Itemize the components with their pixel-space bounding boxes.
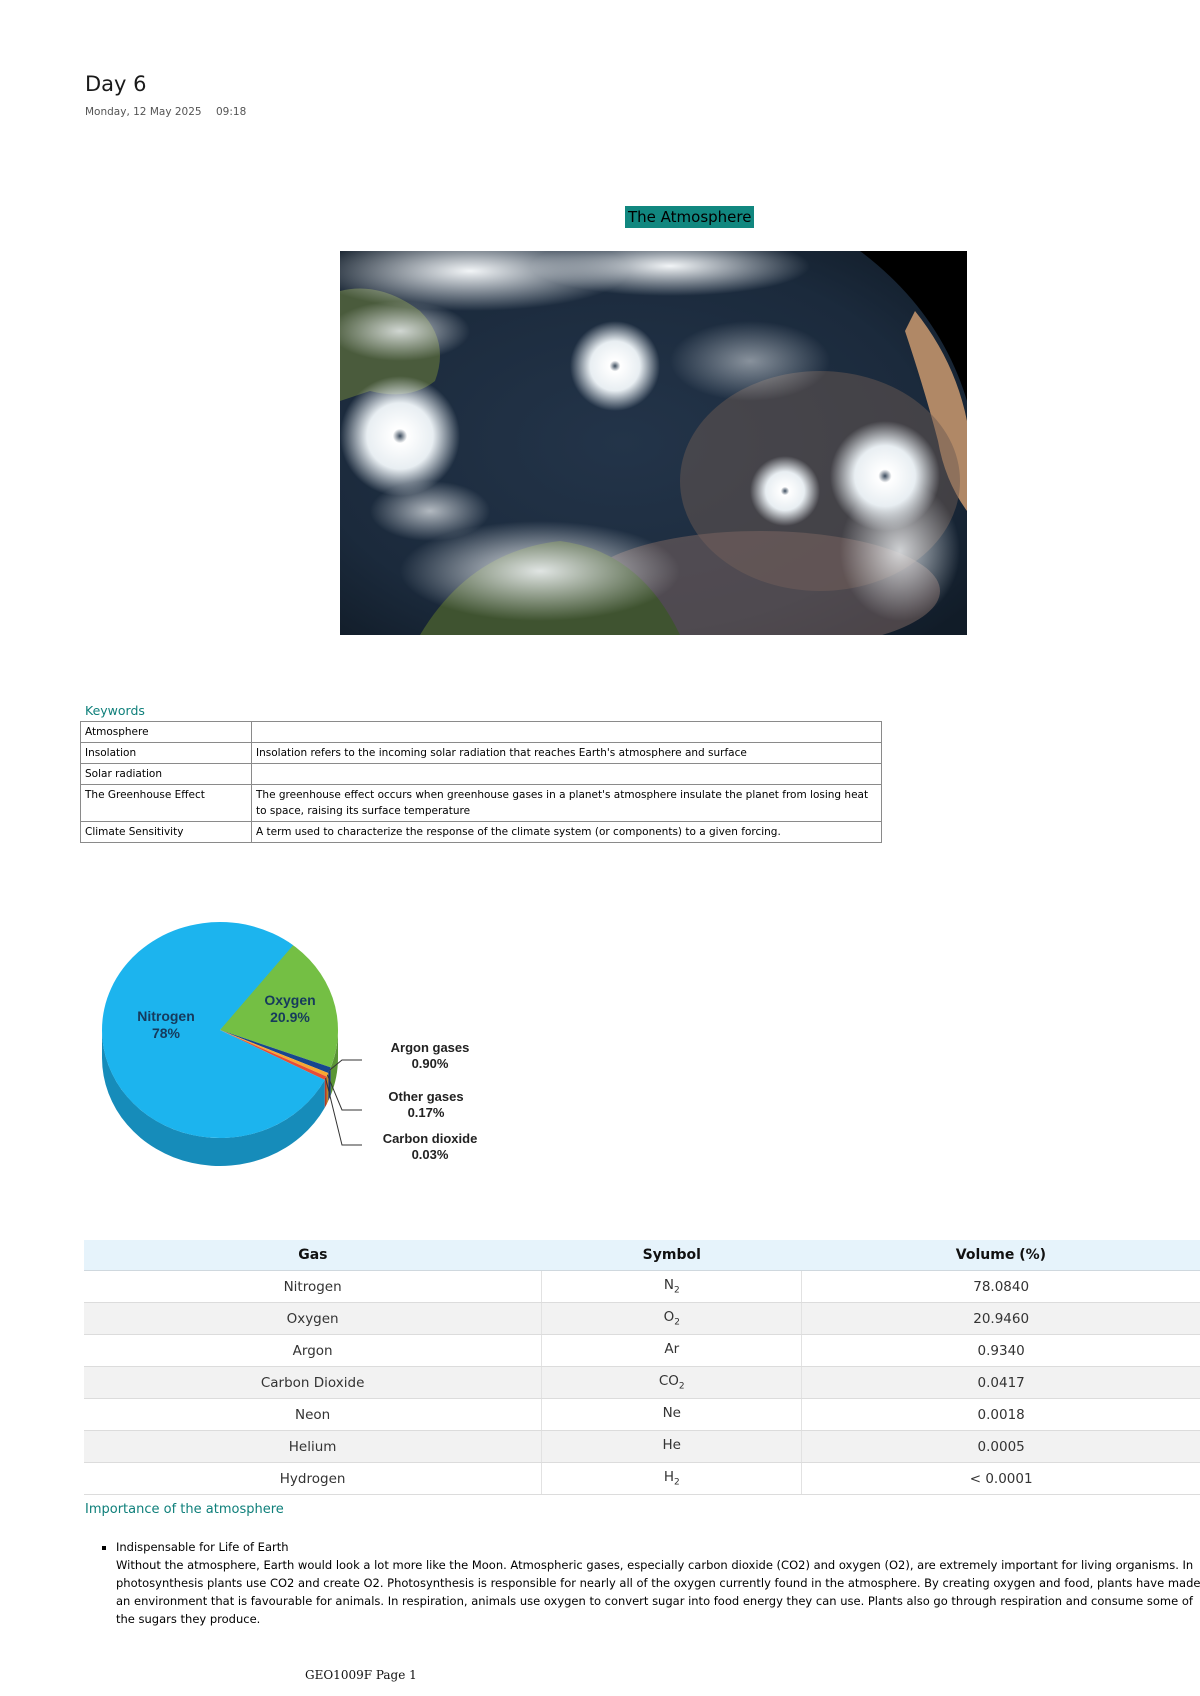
gas-symbol-text: CO [658,1373,679,1390]
keywords-heading: Keywords [85,703,145,718]
gas-symbol-subscript: 2 [678,1381,685,1392]
keyword-definition [252,764,882,785]
table-row [84,1399,1200,1431]
keywords-table [80,721,882,843]
gas-symbol-text: He [662,1437,681,1454]
table-row [84,1463,1200,1495]
keyword-definition: A term used to characterize the response of the climate system (or components) to a given forcing. [252,822,882,843]
gas-symbol-text: Ar [664,1341,680,1358]
keyword-row [81,822,882,843]
gas-composition-table [84,1240,1200,1495]
keyword-definition: The greenhouse effect occurs when greenhouse gases in a planet's atmosphere insulate the planet from losing heat to space, raising its surface temperature [252,785,882,822]
keyword-term: Solar radiation [81,764,252,785]
header-volume: Volume (%) [802,1240,1200,1271]
gas-name: Hydrogen [84,1463,542,1495]
gas-volume: < 0.0001 [802,1463,1200,1495]
pie-label-argon: Argon gases [390,1040,470,1055]
pie-value-co2: 0.03% [411,1147,449,1162]
keyword-term: Climate Sensitivity [81,822,252,843]
gas-volume: 0.0018 [802,1399,1200,1431]
pie-label-nitrogen: Nitrogen [137,1008,195,1024]
gas-name: Carbon Dioxide [84,1367,542,1399]
section-title: The Atmosphere [625,206,754,228]
gas-volume: 0.0005 [802,1431,1200,1463]
list-item [116,1538,1200,1628]
keyword-row [81,743,882,764]
gas-name: Neon [84,1399,542,1431]
gas-volume: 78.0840 [802,1271,1200,1303]
gas-name: Helium [84,1431,542,1463]
page-title: Day 6 [85,72,147,96]
gas-symbol-subscript: 2 [673,1285,680,1296]
gas-name: Oxygen [84,1303,542,1335]
header-gas: Gas [84,1240,542,1271]
gas-symbol [542,1399,802,1431]
importance-item-title: ▪ Indispensable for Life of Earth [116,1540,289,1554]
gas-volume: 20.9460 [802,1303,1200,1335]
keyword-row [81,785,882,822]
keyword-row [81,722,882,743]
gas-symbol-text: N [663,1277,674,1294]
pie-value-nitrogen: 78% [151,1025,181,1041]
table-row [84,1335,1200,1367]
pie-value-other: 0.17% [407,1105,445,1120]
table-row [84,1303,1200,1335]
gas-symbol-text: H [663,1469,674,1486]
pie-value-oxygen: 20.9% [270,1009,310,1025]
page-date: Monday, 12 May 2025 [85,106,202,118]
gas-volume: 0.9340 [802,1335,1200,1367]
pie-label-oxygen: Oxygen [264,992,316,1008]
keyword-definition: Insolation refers to the incoming solar radiation that reaches Earth's atmosphere and surface [252,743,882,764]
keyword-term: Atmosphere [81,722,252,743]
page-footer: GEO1009F Page 1 [305,1668,417,1682]
importance-item-body: Without the atmosphere, Earth would look a lot more like the Moon. Atmospheric gases, especially carbon dioxide (CO2) and oxygen (O2), are extremely important for living organisms. In photosynthesis plants use CO2 and create O2. Photosynthesis is responsible for nearly all of the oxygen currently found in the atmosphere. By creating oxygen and food, plants have made an environment that is favourable for animals. In respiration, animals use oxygen to convert sugar into food energy they can use. Plants also go through respiration and consume some of the sugars they produce. [116,1558,1200,1626]
table-row [84,1431,1200,1463]
page-time: 09:18 [216,106,247,118]
gas-symbol-text: O [663,1309,675,1326]
gas-symbol-subscript: 2 [674,1317,680,1328]
gas-symbol [542,1431,802,1463]
pie-value-argon: 0.90% [411,1056,449,1071]
header-symbol: Symbol [542,1240,802,1271]
gas-symbol [542,1367,802,1399]
gas-symbol [542,1271,802,1303]
importance-list [100,1538,1200,1628]
gas-symbol [542,1463,802,1495]
pie-label-other: Other gases [388,1089,464,1104]
table-row [84,1271,1200,1303]
importance-heading: Importance of the atmosphere [85,1502,284,1517]
keyword-term: The Greenhouse Effect [81,785,252,822]
table-row [84,1367,1200,1399]
satellite-earth-image [340,251,967,635]
gas-volume: 0.0417 [802,1367,1200,1399]
gas-symbol [542,1335,802,1367]
keyword-definition [252,722,882,743]
keyword-row [81,764,882,785]
keyword-term: Insolation [81,743,252,764]
gas-symbol-subscript: 2 [673,1477,680,1488]
atmosphere-pie-chart [100,905,520,1185]
gas-symbol [542,1303,802,1335]
gas-symbol-text: Ne [662,1405,681,1422]
gas-name: Nitrogen [84,1271,542,1303]
pie-label-co2: Carbon dioxide [382,1131,478,1146]
gas-name: Argon [84,1335,542,1367]
